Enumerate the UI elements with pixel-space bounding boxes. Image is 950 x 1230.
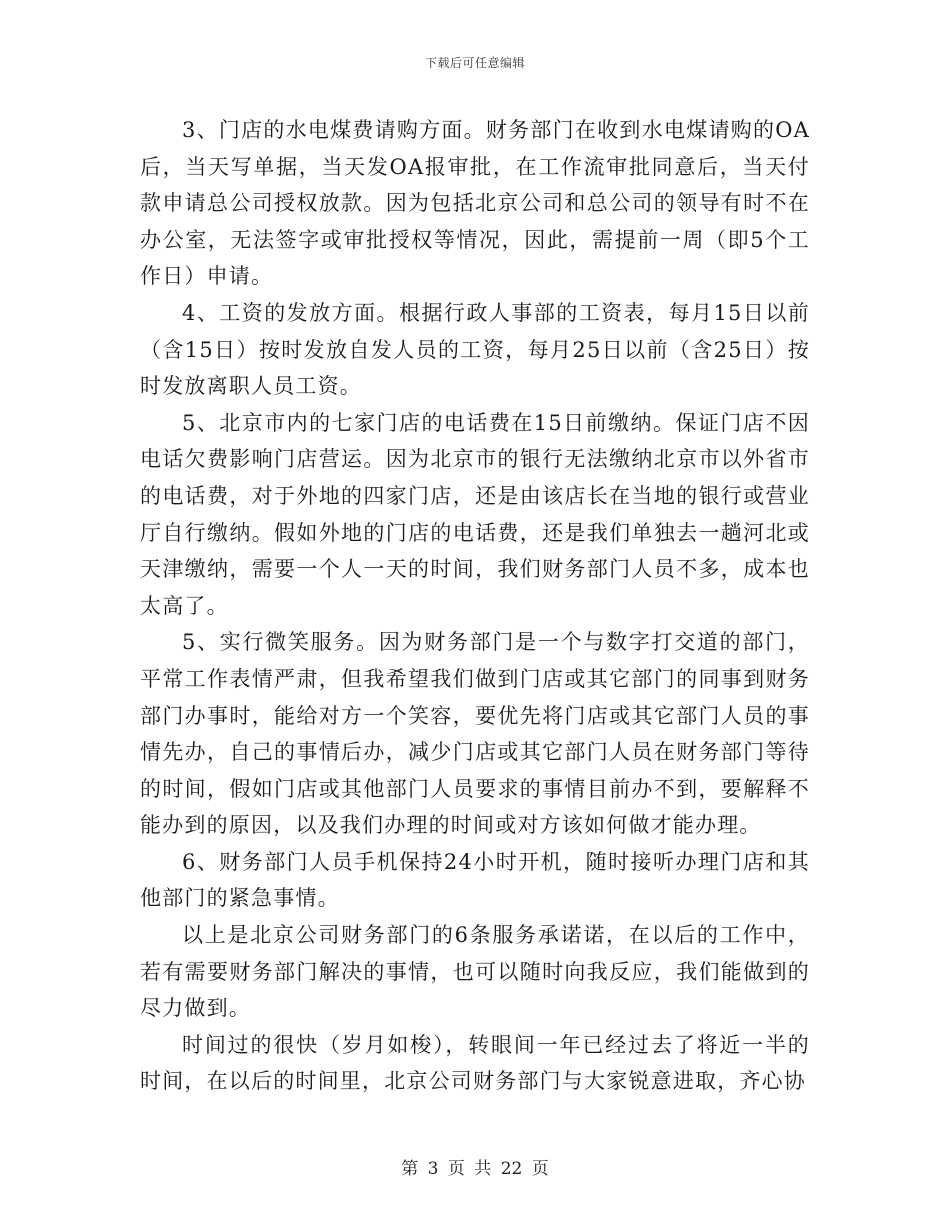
document-body (140, 112, 810, 1100)
paragraph-phone-fees: 5、北京市内的七家门店的电话费在15日前缴纳。保证门店不因电话欠费影响门店营运。因为北京市的银行无法缴纳北京市以外省市的电话费，对于外地的四家门店，还是由该店长在当地的银行或营业厅自行缴纳。假如外地的门店的电话费，还是我们单独去一趟河北或天津缴纳，需要一个人一天的时间，我们财务部门人员不多，成本也太高了。 (140, 410, 810, 618)
paragraph-salary-payment: 4、工资的发放方面。根据行政人事部的工资表，每月15日以前（含15日）按时发放自发人员的工资，每月25日以前（含25日）按时发放离职人员工资。 (140, 300, 810, 399)
paragraph-smile-service: 5、实行微笑服务。因为财务部门是一个与数字打交道的部门，平常工作表情严肃，但我希望我们做到门店或其它部门的同事到财务部门办事时，能给对方一个笑容，要优先将门店或其它部门人员的事情先办，自己的事情后办，减少门店或其它部门人员在财务部门等待的时间，假如门店或其他部门人员要求的事情目前办不到，要解释不能办到的原因，以及我们办理的时间或对方该如何做才能办理。 (140, 630, 810, 838)
paragraph-closing: 时间过的很快（岁月如梭），转眼间一年已经过去了将近一半的时间，在以后的时间里，北京公司财务部门与大家锐意进取，齐心协 (140, 1032, 810, 1094)
page-footer: 第 3 页 共 22 页 (401, 1159, 549, 1179)
page-header: 下载后可任意编辑 (424, 56, 525, 70)
paragraph-summary: 以上是北京公司财务部门的6条服务承诺诺，在以后的工作中，若有需要财务部门解决的事情，也可以随时向我反应，我们能做到的尽力做到。 (140, 923, 810, 1021)
paragraph-phone-on: 6、财务部门人员手机保持24小时开机，随时接听办理门店和其他部门的紧急事情。 (140, 849, 810, 911)
paragraph-utility-fees: 3、门店的水电煤费请购方面。财务部门在收到水电煤请购的OA后，当天写单据，当天发OA报审批，在工作流审批同意后，当天付款申请总公司授权放款。因为包括北京公司和总公司的领导有时不在办公室，无法签字或审批授权等情况，因此，需提前一周（即5个工作日）申请。 (140, 118, 810, 289)
